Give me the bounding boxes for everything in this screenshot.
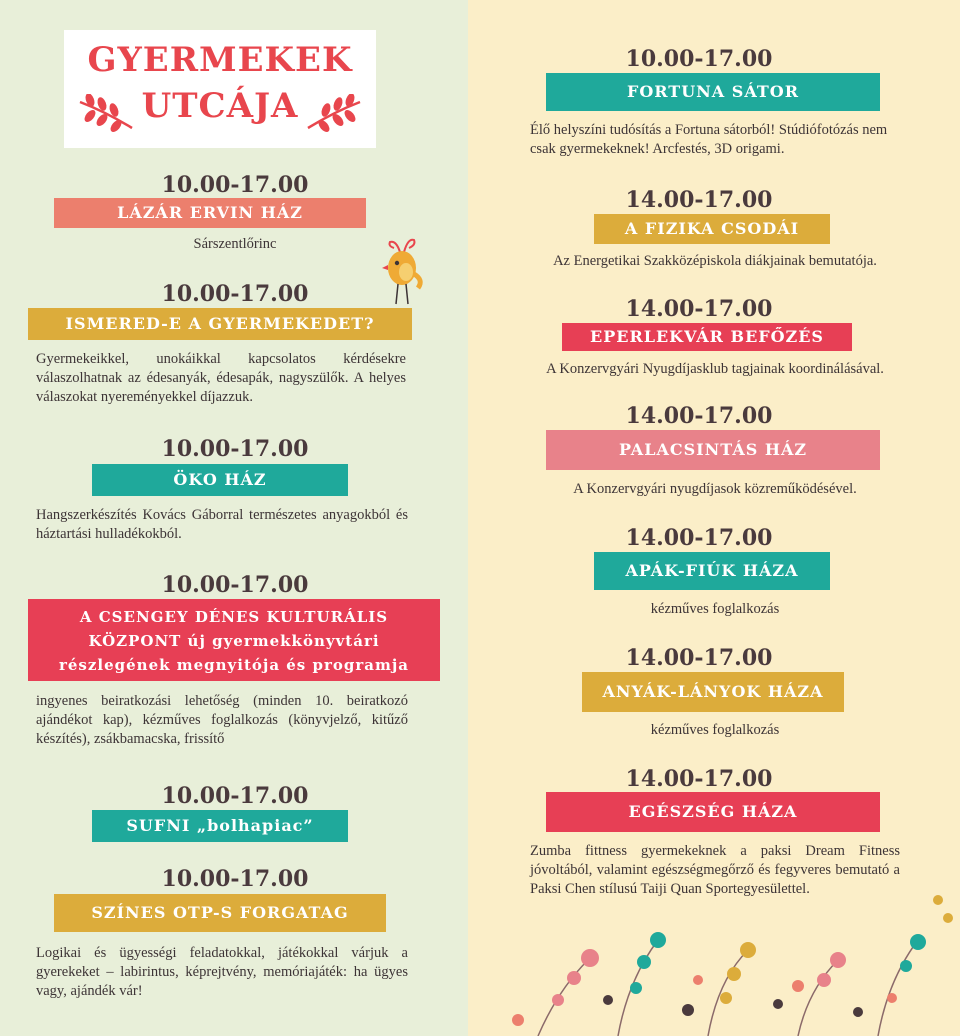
event-title-anyak-lanyok: ANYÁK-LÁNYOK HÁZA <box>582 672 844 712</box>
right-panel <box>468 0 960 1036</box>
event-description: Logikai és ügyességi feladatokkal, játékokkal várjuk a gyerekeket – labirintus, képrejtvény, memóriajáték: ha ügyes vagy, ajándék vár! <box>36 945 408 999</box>
event-description: Az Energetikai Szakközépiskola diákjainak bemutatója. <box>553 253 877 269</box>
event-title-lazar-ervin-haz: LÁZÁR ERVIN HÁZ <box>54 198 366 228</box>
event-time: 10.00-17.00 <box>161 572 309 598</box>
event-title-sufni: SUFNI „bolhapiac” <box>92 810 348 842</box>
event-title-line: részlegének megnyitója és programja <box>58 656 409 674</box>
event-description: A Konzervgyári nyugdíjasok közreműködésével. <box>573 481 857 497</box>
event-time: 10.00-17.00 <box>161 281 309 307</box>
event-title-szines-otp: SZÍNES OTP-S FORGATAG <box>54 894 386 932</box>
event-time: 14.00-17.00 <box>625 296 773 322</box>
event-description: A Konzervgyári Nyugdíjasklub tagjainak koordinálásával. <box>546 361 884 377</box>
event-title-eperlekvar: EPERLEKVÁR BEFŐZÉS <box>562 323 852 351</box>
event-title-csengey-denes <box>28 599 440 681</box>
event-description: Sárszentlőrinc <box>193 236 277 252</box>
floral-decoration-icon <box>498 880 960 1036</box>
left-panel <box>0 0 468 1036</box>
event-time: 14.00-17.00 <box>625 766 773 792</box>
left-sprig-icon <box>76 94 136 134</box>
title-line-2: UTCÁJA <box>141 86 299 126</box>
event-time: 14.00-17.00 <box>625 525 773 551</box>
event-time: 14.00-17.00 <box>625 187 773 213</box>
event-title-line: A CSENGEY DÉNES KULTURÁLIS <box>79 608 389 626</box>
event-time: 10.00-17.00 <box>161 866 309 892</box>
event-description: Hangszerkészítés Kovács Gáborral természetes anyagokból és háztartási hulladékokból. <box>36 507 408 542</box>
event-time: 10.00-17.00 <box>625 46 773 72</box>
event-time: 10.00-17.00 <box>161 172 309 198</box>
bird-icon <box>378 234 428 308</box>
event-title-apak-fiuk: APÁK-FIÚK HÁZA <box>594 552 830 590</box>
right-sprig-icon <box>304 94 364 134</box>
event-title-oko-haz: ÖKO HÁZ <box>92 464 348 496</box>
event-time: 10.00-17.00 <box>161 436 309 462</box>
title-card <box>64 30 376 148</box>
event-title-line: KÖZPONT új gyermekkönyvtári <box>88 632 380 650</box>
event-title-fizika-csodai: A FIZIKA CSODÁI <box>594 214 830 244</box>
event-description: kézműves foglalkozás <box>650 722 780 738</box>
event-time: 14.00-17.00 <box>625 403 773 429</box>
event-description: Gyermekeikkel, unokáikkal kapcsolatos kérdésekre válaszolhatnak az édesanyák, édesapák, nagyszülők. A helyes válaszokat nyereményekkel díjazzuk. <box>36 351 406 405</box>
event-description: Élő helyszíni tudósítás a Fortuna sátorból! Stúdiófotózás nem csak gyermekeknek! Arcfestés, 3D origami. <box>530 122 888 157</box>
event-title-ismered-e: ISMERED-E A GYERMEKEDET? <box>28 308 412 340</box>
title-line-1: GYERMEKEK <box>87 40 353 80</box>
event-time: 14.00-17.00 <box>625 645 773 671</box>
event-title-fortuna-sator: FORTUNA SÁTOR <box>546 73 880 111</box>
event-description: ingyenes beiratkozási lehetőség (minden 10. beiratkozó ajándékot kap), kézműves foglalkozás (könyvjelző, kitűző készítés), zsákbamacska, frissítő <box>36 693 408 747</box>
event-title-palacsintas-haz: PALACSINTÁS HÁZ <box>546 430 880 470</box>
event-description: Zumba fittness gyermekeknek a paksi Dream Fitness jóvoltából, valamint egészségmegőrző és fegyveres bemutató a Paksi Chen stílusú Taiji Quan Sportegyesülettel. <box>530 843 900 897</box>
event-title-egeszseg-haza: EGÉSZSÉG HÁZA <box>546 792 880 832</box>
event-time: 10.00-17.00 <box>161 783 309 809</box>
event-description: kézműves foglalkozás <box>650 601 780 617</box>
